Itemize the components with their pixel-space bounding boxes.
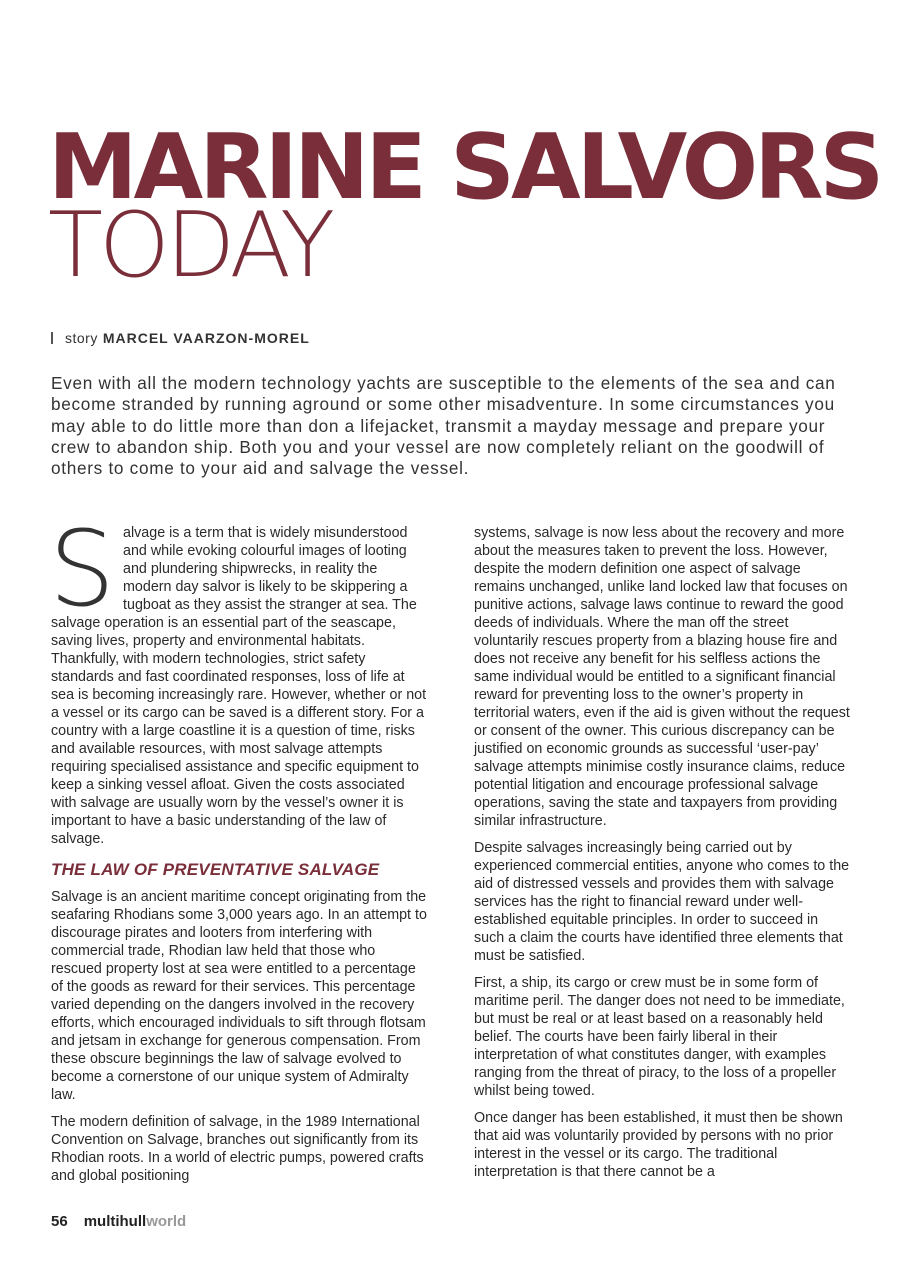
magazine-brand-primary: multihull (83, 1213, 147, 1230)
body-paragraph: Once danger has been established, it must then be shown that aid was voluntarily provided by persons with no prior interest in the vessel or its cargo. The traditional interpretation is that there cannot be a (474, 1110, 843, 1180)
byline-author: MARCEL VAARZON-MOREL (102, 330, 310, 346)
right-column (474, 524, 852, 1190)
intro-text: alvage is a term that is widely misunderstood and while evoking colourful images of looting and plundering shipwrecks, in reality the modern day salvor is likely to be skippering a tugboat as they assist the stranger at sea. The salvage operation is an essential part of the seascape, saving lives, property and environmental habitats. Thankfully, with modern technologies, strict safety standards and fast coordinated responses, loss of life at sea is becoming increasingly rare. However, whether or not a vessel or its cargo can be saved is a different story. For a country with a large coastline it is a question of time, risks and available resources, with most salvage attempts requiring specialised assistance and specific equipment to keep a sinking vessel afloat. Given the costs associated with salvage are usually worn by the vessel’s owner it is important to have a basic understanding of the law of salvage. (51, 525, 427, 847)
standfirst: Even with all the modern technology yachts are susceptible to the elements of the sea and can become stranded by running aground or some other misadventure. In some circumstances you may able to do little more than don a lifejacket, transmit a mayday message and prepare your crew to abandon ship. Both you and your vessel are now completely reliant on the goodwill of others to come to your aid and salvage the vessel. (51, 373, 836, 479)
article-subtitle: TODAY (48, 193, 332, 298)
body-paragraph: Salvage is an ancient maritime concept originating from the seafaring Rhodians some 3,000 years ago. In an attempt to discourage pirates and looters from interfering with commercial trade, Rhodian law held that those who rescued property lost at sea were entitled to a percentage of the goods as reward for their services. This percentage varied depending on the dangers involved in the recovery efforts, which encouraged individuals to sift through flotsam and jetsam in exchange for generous compensation. From these obscure beginnings the law of salvage evolved to become a cornerstone of our unique system of Admiralty law. (51, 889, 427, 1103)
body-paragraph: Despite salvages increasingly being carried out by experienced commercial entities, anyone who comes to the aid of distressed vessels and provides them with salvage services has the right to financial reward under well-established equitable principles. In order to succeed in such a claim the courts have identified three elements that must be satisfied. (474, 840, 850, 964)
page-number: 56 (51, 1213, 68, 1230)
drop-cap: S (49, 508, 116, 630)
magazine-brand-secondary: world (146, 1213, 187, 1230)
byline (51, 330, 310, 346)
article-title: MARINE SALVORS (48, 115, 881, 220)
byline-divider (51, 332, 53, 344)
page-footer (51, 1213, 186, 1230)
body-paragraph: The modern definition of salvage, in the 1989 International Convention on Salvage, branches out significantly from its Rhodian roots. In a world of electric pumps, powered crafts and global positioning (51, 1114, 424, 1184)
intro-paragraph (49, 508, 429, 848)
body-paragraph: First, a ship, its cargo or crew must be in some form of maritime peril. The danger does not need to be immediate, but must be real or at least based on a reasonably held belief. The courts have been fairly liberal in their interpretation of what constitutes danger, with examples ranging from the threat of piracy, to the loss of a propeller whilst being towed. (474, 975, 845, 1099)
left-column (49, 508, 429, 1194)
section-heading: THE LAW OF PREVENTATIVE SALVAGE (51, 860, 380, 879)
byline-prefix: story (65, 330, 98, 346)
body-paragraph: systems, salvage is now less about the recovery and more about the measures taken to prevent the loss. However, despite the modern definition one aspect of salvage remains unchanged, unlike land locked law that focuses on punitive actions, salvage laws continue to reward the good deeds of individuals. Where the man off the street voluntarily rescues property from a blazing house fire and does not receive any benefit for his selfless actions the same individual would be entitled to a significant financial reward for preventing loss to the owner’s property in territorial waters, even if the aid is given without the request or consent of the owner. This curious discrepancy can be justified on economic grounds as successful ‘user-pay’ salvage attempts minimise costly insurance claims, reduce potential litigation and encourage professional salvage operations, saving the state and taxpayers from providing similar infrastructure. (474, 525, 850, 829)
